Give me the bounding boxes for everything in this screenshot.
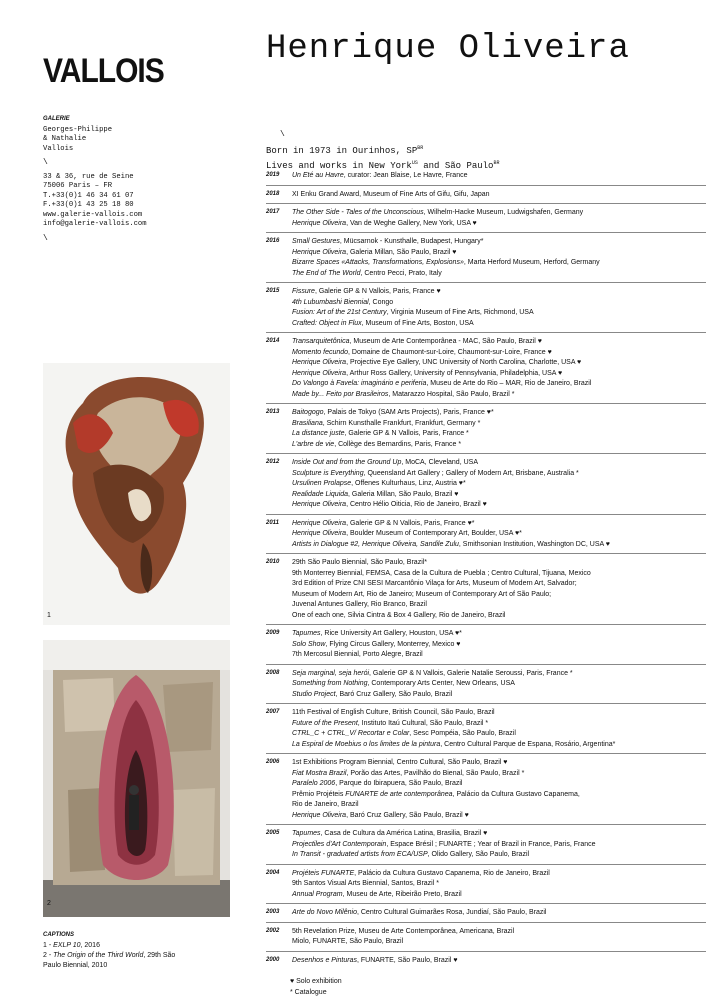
exhibition-entry: Ursulinen Prolapse, Offenes Kulturhaus, Linz, Austria ♥* <box>292 480 466 487</box>
exhibition-entry: Seja marginal, seja herói, Galerie GP & N Vallois, Galerie Natalie Seroussi, Paris, France * <box>292 669 573 677</box>
year-label: 2010 <box>266 559 280 565</box>
exhibition-entry: L'arbre de vie, Collège des Bernardins, Paris, France * <box>292 440 462 448</box>
year-block <box>266 753 706 824</box>
email-link[interactable]: info@galerie-vallois.com <box>43 220 147 229</box>
entries <box>292 337 706 400</box>
year-block <box>266 624 706 664</box>
exhibition-entry: XI Enku Grand Award, Museum of Fine Arts of Gifu, Gifu, Japan <box>292 190 490 198</box>
exhibition-entry: Fiat Mostra Brazil, Porão das Artes, Pavilhão do Bienal, São Paulo, Brazil * <box>292 769 525 777</box>
exhibition-entry: Juvenal Antunes Gallery, Rio Branco, Brazil <box>292 601 427 608</box>
exhibition-entry: Small Gestures, Mücsarnok - Kunsthalle, Budapest, Hungary* <box>292 238 484 245</box>
exhibition-entry: In Transit - graduated artists from ECA/USP, Olido Gallery, São Paulo, Brazil <box>292 851 530 858</box>
exhibition-entry: Tapumes, Rice University Art Gallery, Houston, USA ♥* <box>292 630 462 637</box>
address-line: F.+33(0)1 43 25 18 80 <box>43 201 134 210</box>
exhibition-entry: 5th Revelation Prize, Museu de Arte Contemporânea, Americana, Brazil <box>292 927 515 935</box>
exhibition-entry: Artists in Dialogue #2, Henrique Oliveira, Sandile Zulu, Smithsonian Institution, Washington DC, USA ♥ <box>292 540 610 548</box>
address-line: 33 & 36, rue de Seine <box>43 173 134 181</box>
exhibition-entry: Bizarre Spaces «Attacks, Transformations, Explosions», Marta Herford Museum, Herford, Germany <box>292 259 600 266</box>
year-label: 2003 <box>266 909 280 915</box>
exhibition-entry: Momento fecundo, Domaine de Chaumont-sur-Loire, Chaumont-sur-Loire, France ♥ <box>292 348 552 356</box>
year-block <box>266 664 706 704</box>
entries <box>292 171 706 182</box>
entries <box>292 927 706 948</box>
exhibition-entry: Henrique Oliveira, Baró Cruz Gallery, São Paulo, Brazil ♥ <box>292 811 469 819</box>
exhibition-entry: Annual Program, Museu de Arte, Ribeirão Preto, Brazil <box>292 890 462 898</box>
exhibition-entry: Crafted: Object in Flux, Museum of Fine Arts, Boston, USA <box>292 319 474 327</box>
artwork-photo-2 <box>43 640 230 917</box>
entries <box>292 669 706 701</box>
year-label: 2019 <box>266 172 280 178</box>
entries <box>292 287 706 329</box>
entries <box>292 208 706 229</box>
exhibition-entry: Fissure, Galerie GP & N Vallois, Paris, France ♥ <box>292 288 441 295</box>
exhibition-entry: Paralelo 2006, Parque do Ibirapuera, São Paulo, Brazil <box>292 780 463 787</box>
exhibition-entry: Henrique Oliveira, Van de Weghe Gallery, New York, USA ♥ <box>292 219 477 227</box>
exhibition-entry: Arte do Novo Milênio, Centro Cultural Guimarães Rosa, Jundiaí, São Paulo, Brazil <box>292 909 547 916</box>
exhibition-entry: Realidade Liquida, Galeria Millan, São Paulo, Brazil ♥ <box>292 490 459 498</box>
year-label: 2017 <box>266 209 280 215</box>
separator-mark: \ <box>43 158 48 167</box>
entries <box>292 829 706 861</box>
exhibition-entry: Projectiles d'Art Contemporain, Espace Brésil ; FUNARTE ; Year of Brazil in France, Paris, France <box>292 840 596 848</box>
year-block <box>266 185 706 204</box>
exhibition-entry: Projéteis FUNARTE, Palácio da Cultura Gustavo Capanema, Rio de Janeiro, Brazil <box>292 869 550 877</box>
artwork-photo-1 <box>43 363 230 625</box>
year-block <box>266 232 706 282</box>
exhibition-entry: Henrique Oliveira, Arthur Ross Gallery, University of Pennsylvania, Philadelphia, USA ♥ <box>292 369 563 377</box>
year-block <box>266 332 706 403</box>
address-line: 75006 Paris – FR <box>43 182 113 191</box>
year-label: 2016 <box>266 238 280 244</box>
owner-line: Georges-Philippe <box>43 126 113 134</box>
exhibition-entry: Fusion: Art of the 21st Century, Virginia Museum of Fine Arts, Richmond, USA <box>292 309 534 316</box>
year-block <box>266 864 706 904</box>
exhibition-entry: Un Eté au Havre, curator: Jean Blaise, Le Havre, France <box>292 172 468 179</box>
owner-line: Vallois <box>43 144 74 153</box>
exhibition-entry: Made by... Feito por Brasileiros, Matarazzo Hospital, São Paulo, Brazil * <box>292 390 515 398</box>
exhibition-entry: Tapumes, Casa de Cultura da América Latina, Brasilia, Brazil ♥ <box>292 830 488 837</box>
exhibition-entry: Henrique Oliveira, Projective Eye Gallery, UNC University of North Carolina, Charlotte, USA ♥ <box>292 359 582 366</box>
address-line: T.+33(0)1 46 34 61 07 <box>43 191 134 200</box>
exhibition-entry: 4th Lubumbashi Biennial, Congo <box>292 298 394 306</box>
year-label: 2015 <box>266 288 280 294</box>
caption-number-2: 2 <box>47 900 51 907</box>
legend-solo: ♥ Solo exhibition <box>290 978 342 985</box>
exhibition-entry: The Other Side - Tales of the Unconscious, Wilhelm-Hacke Museum, Ludwigshafen, Germany <box>292 209 584 216</box>
exhibition-entry: Do Valongo à Favela: imaginário e periferia, Museu de Arte do Rio – MAR, Rio de Janeiro, Brazil <box>292 380 592 387</box>
caption-line: 1 - EXLP 10, 2016 <box>43 942 100 949</box>
year-block <box>266 553 706 624</box>
entries <box>292 956 706 967</box>
exhibition-entry: Baitogogo, Palais de Tokyo (SAM Arts Projects), Paris, France ♥* <box>292 409 494 416</box>
year-label: 2011 <box>266 519 279 526</box>
exhibition-entry: Sculpture is Everything, Queensland Art Gallery ; Gallery of Modern Art, Brisbane, Australia * <box>292 469 579 477</box>
website-link[interactable]: www.galerie-vallois.com <box>43 210 143 219</box>
gallery-logo: VALLOIS <box>43 52 164 90</box>
exhibition-entry: Henrique Oliveira, Galerie GP & N Vallois, Paris, France ♥* <box>292 519 475 527</box>
year-label: 2012 <box>266 459 280 465</box>
exhibition-entry: Transarquitetônica, Museum de Arte Contemporânea - MAC, São Paulo, Brazil ♥ <box>292 338 542 345</box>
year-block <box>266 282 706 332</box>
year-label: 2006 <box>266 759 280 765</box>
entries <box>292 458 706 511</box>
owner-line: & Nathalie <box>43 135 87 144</box>
separator-mark: \ <box>43 234 48 243</box>
legend-catalogue: * Catalogue <box>290 989 327 996</box>
born-line: Born in 1973 in Ourinhos, $SP^{BR}$ <box>266 145 424 156</box>
exhibition-entry: Miolo, FUNARTE, São Paulo, Brazil <box>292 938 404 945</box>
exhibition-entry: 1st Exhibitions Program Biennial, Centro Cultural, São Paulo, Brazil ♥ <box>292 759 508 766</box>
separator-mark: \ <box>280 130 285 139</box>
entries <box>292 190 706 201</box>
captions-text <box>43 941 175 971</box>
exhibition-entry: Studio Project, Baró Cruz Gallery, São Paulo, Brazil <box>292 690 453 698</box>
year-label: 2018 <box>266 190 280 197</box>
captions-label: CAPTIONS <box>43 932 75 938</box>
exhibition-entry: Something from Nothing, Contemporary Arts Center, New Orleans, USA <box>292 680 515 687</box>
artist-name: Henrique Oliveira <box>266 30 630 68</box>
gallery-owner <box>43 126 112 154</box>
gallery-address <box>43 173 147 229</box>
exhibition-entry: One of each one, Silvia Cintra & Box 4 Gallery, Rio de Janeiro, Brazil <box>292 611 506 619</box>
exhibition-entry: Henrique Oliveira, Boulder Museum of Contemporary Art, Boulder, USA ♥* <box>292 530 522 537</box>
exhibition-entry: CTRL_C + CTRL_V/ Recortar e Colar, Sesc Pompéia, São Paulo, Brazil <box>292 730 516 737</box>
exhibition-list <box>266 167 706 969</box>
exhibition-entry: 9th Monterrey Biennial, FEMSA, Casa de la Cultura de Puebla ; Centro Cultural, Tijuana, Mexico <box>292 569 591 577</box>
entries <box>292 558 706 621</box>
year-label: 2013 <box>266 409 280 415</box>
exhibition-entry: Solo Show, Flying Circus Gallery, Monterrey, Mexico ♥ <box>292 640 461 648</box>
year-label: 2005 <box>266 830 280 836</box>
exhibition-entry: La distance juste, Galerie GP & N Vallois, Paris, France * <box>292 430 469 437</box>
year-label: 2000 <box>266 956 280 963</box>
exhibition-entry: Brasiliana, Schirn Kunsthalle Frankfurt, Frankfurt, Germany * <box>292 419 481 427</box>
year-block <box>266 203 706 232</box>
exhibition-entry: The End of The World, Centro Pecci, Prato, Italy <box>292 269 442 277</box>
year-block <box>266 903 706 922</box>
exhibition-entry: Desenhos e Pinturas, FUNARTE, São Paulo, Brazil ♥ <box>292 956 458 964</box>
entries <box>292 908 706 919</box>
entries <box>292 869 706 901</box>
entries <box>292 758 706 821</box>
exhibition-entry: 29th São Paulo Biennial, São Paulo, Brazil* <box>292 559 428 566</box>
installation-image <box>43 640 230 917</box>
year-block <box>266 514 706 554</box>
exhibition-entry: La Espiral de Moebius o los limites de la pintura, Centro Cultural Parque de Espana, Rosário, Argentina* <box>292 740 616 748</box>
year-label: 2009 <box>266 630 280 636</box>
year-label: 2008 <box>266 669 280 676</box>
entries <box>292 408 706 450</box>
lives-line: Lives and works in New York$^{US}$ and São Paulo$^{BR}$ <box>266 160 500 171</box>
gallery-label: GALERIE <box>43 116 70 122</box>
year-block <box>266 403 706 453</box>
exhibition-entry: Henrique Oliveira, Galeria Millan, São Paulo, Brazil ♥ <box>292 248 457 256</box>
exhibition-entry: Museum of Modern Art, Rio de Janeiro; Museum of Contemporary Art of São Paulo; <box>292 590 552 598</box>
year-label: 2007 <box>266 709 280 715</box>
exhibition-entry: 9th Santos Visual Arts Biennial, Santos, Brazil * <box>292 880 439 887</box>
year-block <box>266 453 706 514</box>
exhibition-entry: Henrique Oliveira, Centro Hélio Oiticia, Rio de Janeiro, Brazil ♥ <box>292 501 487 508</box>
entries <box>292 708 706 750</box>
exhibition-entry: 3rd Edition of Prize CNI SESI Marcantônio Vilaça for Arts, Museum of Modern Art, Salvador; <box>292 580 577 587</box>
exhibition-entry: Inside Out and from the Ground Up, MoCA, Cleveland, USA <box>292 459 478 466</box>
year-block <box>266 951 706 970</box>
exhibition-entry: 11th Festival of English Culture, British Council, São Paulo, Brazil <box>292 709 495 716</box>
year-block <box>266 167 706 185</box>
wood-sculpture-image <box>43 363 230 625</box>
exhibition-entry: 7th Mercosul Biennial, Porto Alegre, Brazil <box>292 651 423 658</box>
year-label: 2004 <box>266 869 280 876</box>
year-block <box>266 922 706 951</box>
caption-number-1: 1 <box>47 612 51 619</box>
entries <box>292 629 706 661</box>
exhibition-entry: Prêmio Projéteis FUNARTE de arte contemporânea, Palácio da Cultura Gustavo Capanema, <box>292 790 580 798</box>
entries <box>292 237 706 279</box>
entries <box>292 519 706 551</box>
year-block <box>266 703 706 753</box>
exhibition-entry: Future of the Present, Instituto Itaú Cultural, São Paulo, Brazil * <box>292 719 489 727</box>
year-label: 2002 <box>266 927 280 934</box>
year-label: 2014 <box>266 338 280 344</box>
exhibition-entry: Rio de Janeiro, Brazil <box>292 801 359 808</box>
year-block <box>266 824 706 864</box>
caption-line: Paulo Biennial, 2010 <box>43 962 108 969</box>
caption-line: 2 - The Origin of the Third World, 29th São <box>43 952 176 959</box>
